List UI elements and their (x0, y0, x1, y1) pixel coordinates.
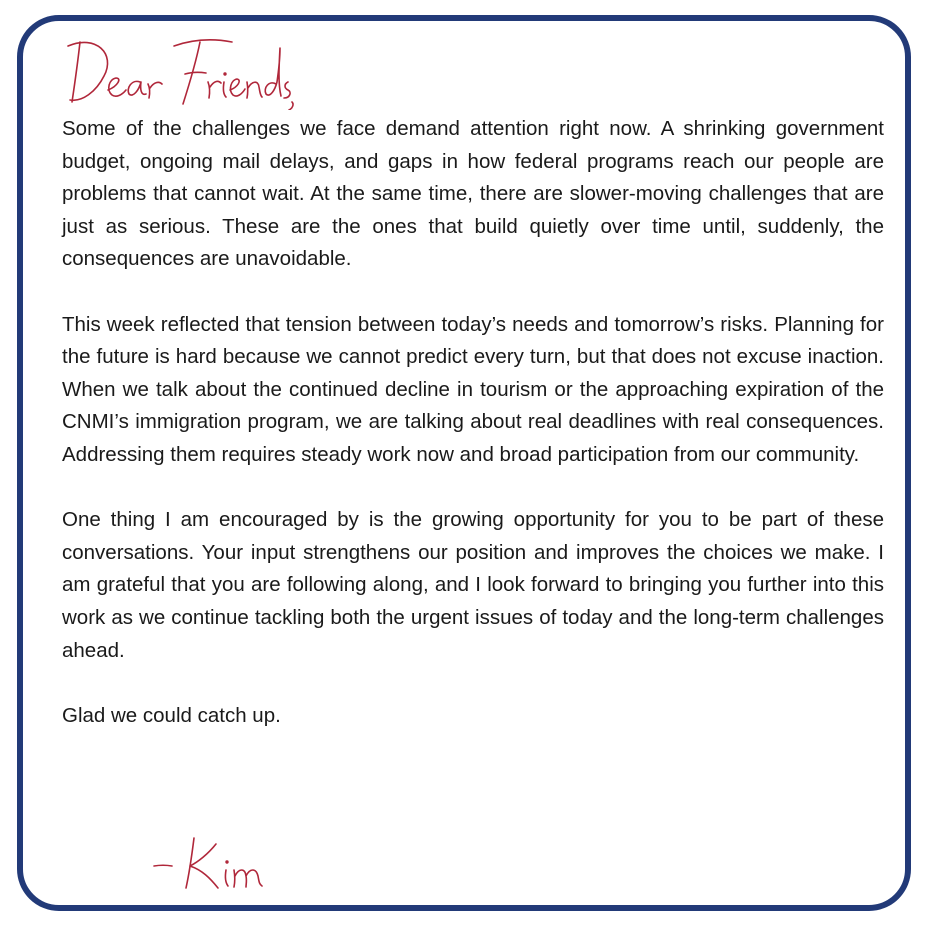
letter-body (62, 113, 884, 732)
letter-closing: Glad we could catch up. (62, 703, 281, 727)
letter-paragraph-2: This week reflected that tension between today’s needs and tomorrow’s risks. Planning for the future is hard because we cannot predict every turn, but that does not excuse inaction. When we talk about the continued decline in tourism or the approaching expiration of the CNMI’s immigration program, we are talking about real deadlines with real consequences. Addressing them requires steady work now and broad participation from our community. (62, 312, 884, 466)
signature-drawing (150, 826, 280, 896)
greeting-script-drawing (66, 32, 296, 110)
letter-paragraph-3: One thing I am encouraged by is the growing opportunity for you to be part of these conversations. Your input strengthens our position and improves the choices we make. I am grateful that you are following along, and I look forward to bringing you further into this work as we continue tackling both the urgent issues of today and the long-term challenges ahead. (62, 508, 884, 662)
handwritten-signature (150, 826, 280, 896)
handwritten-greeting (66, 32, 296, 110)
letter-paragraph-1: Some of the challenges we face demand attention right now. A shrinking government budget, ongoing mail delays, and gaps in how federal programs reach our people are problems that cannot wait. At the same time, there are slower-moving challenges that are just as serious. These are the ones that build quietly over time until, suddenly, the consequences are unavoidable. (62, 117, 884, 271)
